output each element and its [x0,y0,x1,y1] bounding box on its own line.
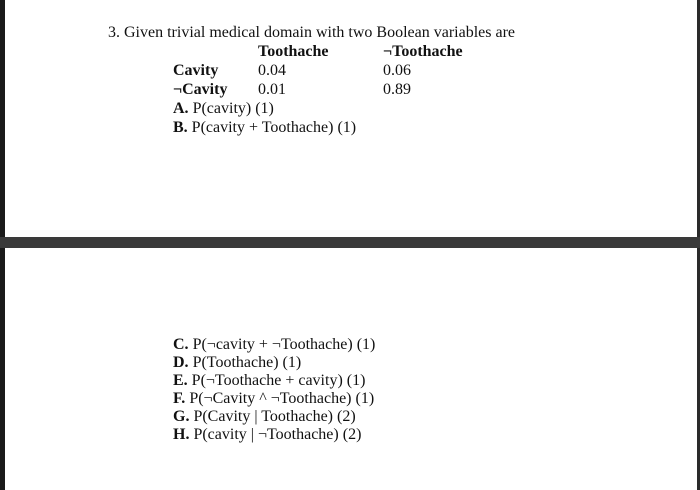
part-letter: G. [173,408,190,425]
part-f [173,390,374,408]
part-text: P(cavity + Toothache) (1) [187,119,357,136]
part-b [173,119,356,137]
part-c [173,336,375,354]
part-letter: B. [173,119,188,136]
part-letter: D. [173,354,189,371]
part-text: P(¬Toothache + cavity) (1) [187,372,366,389]
question-header [108,24,515,42]
part-text: P(¬cavity + ¬Toothache) (1) [188,336,376,353]
col-header-toothache: Toothache [258,43,329,60]
part-d [173,354,301,372]
part-g [173,408,356,426]
section-divider [0,237,700,248]
cell-not-cavity-toothache: 0.01 [258,81,286,98]
cell-not-cavity-not-toothache: 0.89 [383,81,411,98]
row-label-not-cavity: ¬Cavity [173,81,228,98]
part-letter: F. [173,390,186,407]
part-text: P(Cavity | Toothache) (2) [189,408,356,425]
part-text: P(cavity | ¬Toothache) (2) [189,426,362,443]
part-e [173,372,365,390]
part-text: P(cavity) (1) [188,100,274,117]
part-text: P(¬Cavity ^ ¬Toothache) (1) [185,390,375,407]
cell-cavity-not-toothache: 0.06 [383,62,411,79]
part-a [173,100,274,118]
part-h [173,426,361,444]
question-number: 3. [108,24,120,41]
part-text: P(Toothache) (1) [188,354,302,371]
cell-cavity-toothache: 0.04 [258,62,286,79]
part-letter: C. [173,336,189,353]
part-letter: H. [173,426,190,443]
part-letter: E. [173,372,188,389]
col-header-not-toothache: ¬Toothache [383,43,463,60]
part-letter: A. [173,100,189,117]
question-prompt: Given trivial medical domain with two Boolean variables are [124,24,515,41]
row-label-cavity: Cavity [173,62,219,79]
